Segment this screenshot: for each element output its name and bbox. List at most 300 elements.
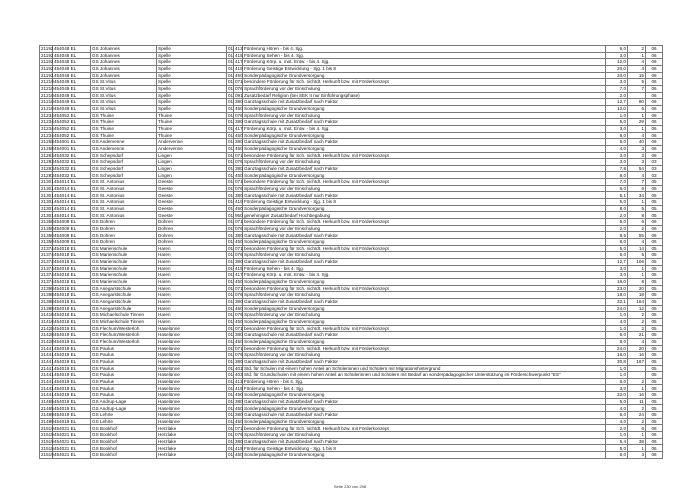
- type-code-cell: 01: [228, 132, 234, 138]
- measure-description-cell: Sprachförderung vor der Einschulung: [243, 159, 606, 166]
- group-cell: 06: [646, 445, 663, 452]
- school-number-cell: 21519: [41, 445, 54, 451]
- table-row: [40, 232, 663, 239]
- hours-cell: 23,0: [606, 285, 628, 292]
- town-cell: Haren: [157, 285, 227, 292]
- school-number-cell: 21441: [41, 392, 54, 398]
- hours-cell: 4,0: [606, 418, 628, 425]
- measure-description-cell: Ganztagsschule mit Zusatzbedarf nach Faktor: [243, 358, 606, 365]
- town-cell: Haselünne: [157, 365, 227, 372]
- district-code-cell: 454019 EL: [53, 378, 91, 385]
- school-number-cell: 21519: [41, 438, 54, 444]
- table-row: [40, 438, 663, 445]
- type-code-cell: 01: [228, 46, 234, 52]
- measure-code-cell: 450: [235, 145, 243, 151]
- type-code-cell: 01: [228, 79, 234, 85]
- school-number-cell: 21350: [41, 232, 54, 238]
- table-row: [40, 185, 663, 192]
- town-cell: Spelle: [157, 52, 227, 59]
- table-row: [40, 219, 663, 226]
- count-cell: 164: [628, 298, 646, 305]
- table-row: [40, 418, 663, 425]
- school-number-cell: 21283: [41, 152, 54, 158]
- table-row: [40, 332, 663, 339]
- school-number-cell: 21234: [41, 132, 54, 138]
- hours-cell: 6,0: [606, 185, 628, 192]
- school-number-cell: 21301: [41, 212, 54, 218]
- type-code-cell: 01: [228, 252, 234, 258]
- measure-code-cell: 076: [235, 112, 243, 118]
- count-cell: 4: [628, 338, 646, 345]
- school-name-cell: GS Marienschule: [91, 265, 157, 272]
- town-cell: Lingen: [157, 165, 227, 172]
- school-name-cell: GS St. Antonius: [91, 212, 157, 219]
- table-row: [40, 365, 663, 372]
- table-row: [40, 212, 663, 219]
- type-code-cell: 01: [228, 319, 234, 325]
- count-cell: 3: [628, 145, 646, 152]
- hours-cell: 12,0: [606, 105, 628, 112]
- table-row: [40, 305, 663, 312]
- town-cell: Geeste: [157, 199, 227, 206]
- measure-code-cell: 415: [235, 385, 243, 391]
- count-cell: 2: [628, 312, 646, 319]
- school-number-cell: 21519: [41, 432, 54, 438]
- measure-code-cell: 380: [235, 412, 243, 418]
- town-cell: Haren: [157, 305, 227, 312]
- hours-cell: 1,0: [606, 312, 628, 319]
- town-cell: Haren: [157, 278, 227, 285]
- measure-description-cell: Ganztagsschule mit Zusatzbedarf nach Faktor: [243, 298, 606, 305]
- group-cell: 05: [646, 372, 663, 379]
- table-row: [40, 245, 663, 252]
- school-number-cell: 21441: [41, 378, 54, 384]
- type-code-cell: 01: [228, 59, 234, 65]
- district-code-cell: 454001 EL: [53, 139, 91, 146]
- school-number-cell: 21398: [41, 299, 54, 305]
- district-code-cell: 454052 EL: [53, 125, 91, 132]
- school-number-cell: 21374: [41, 265, 54, 271]
- town-cell: Andervenne: [157, 145, 227, 152]
- measure-description-cell: Sonderpädagogische Grundversorgung: [243, 132, 606, 139]
- table-row: [40, 239, 663, 246]
- measure-description-cell: besondere Förderung für Sch. nichtdt. Herkunft bzw. mit Förderkonzept: [243, 79, 606, 86]
- measure-description-cell: Std. für Grundschulen mit einem hohen Anteil an Schülerinnen und Schülern mit Bedarf an sonderpädagogischer Unterstützung im Förderschwerpunkt "ES": [243, 372, 606, 379]
- count-cell: 1: [628, 265, 646, 272]
- measure-code-cell: 450: [235, 239, 243, 245]
- district-code-cell: 454018 EL: [53, 312, 91, 319]
- count-cell: 4: [628, 172, 646, 179]
- table-row: [40, 452, 663, 459]
- school-name-cell: GS Thuine: [91, 112, 157, 119]
- town-cell: Geeste: [157, 192, 227, 199]
- count-cell: 7: [628, 85, 646, 92]
- count-cell: 5: [628, 205, 646, 212]
- school-name-cell: GS Dohren: [91, 239, 157, 246]
- school-name-cell: GS Dohren: [91, 219, 157, 226]
- town-cell: Haselünne: [157, 338, 227, 345]
- type-code-cell: 01: [228, 339, 234, 344]
- school-name-cell: GS Lehrte: [91, 412, 157, 419]
- group-cell: 06: [646, 72, 663, 79]
- table-row: [40, 72, 663, 79]
- measure-description-cell: besondere Förderung für Sch. nichtdt. Herkunft bzw. mit Förderkonzept: [243, 285, 606, 292]
- school-name-cell: GS Bookhof: [91, 452, 157, 459]
- hours-cell: 12,7: [606, 259, 628, 266]
- type-code-cell: 01: [228, 225, 234, 231]
- count-cell: 14: [628, 245, 646, 252]
- town-cell: Thuine: [157, 112, 227, 119]
- school-name-cell: GS Bookhof: [91, 445, 157, 452]
- school-number-cell: 21441: [41, 365, 54, 371]
- count-cell: 4: [628, 59, 646, 66]
- table-row: [40, 425, 663, 432]
- school-name-cell: GS St.Vitus: [91, 85, 157, 92]
- measure-description-cell: besondere Förderung für Sch. nichtdt. Herkunft bzw. mit Förderkonzept: [243, 325, 606, 332]
- count-cell: 5: [628, 252, 646, 259]
- group-cell: 05: [646, 392, 663, 399]
- measure-code-cell: 403: [235, 372, 243, 378]
- table-row: [40, 52, 663, 59]
- hours-cell: 4,0: [606, 145, 628, 152]
- town-cell: Haren: [157, 252, 227, 259]
- town-cell: Haren: [157, 318, 227, 325]
- table-row: [40, 165, 663, 172]
- district-code-cell: 454014 EL: [53, 205, 91, 212]
- group-cell: 06: [646, 145, 663, 152]
- district-code-cell: 454009 EL: [53, 219, 91, 226]
- table-row: [40, 99, 663, 106]
- type-code-cell: 01: [228, 199, 234, 205]
- count-cell: 16: [628, 352, 646, 359]
- school-number-cell: 21416: [41, 312, 54, 318]
- hours-cell: 6,0: [606, 46, 628, 53]
- school-number-cell: 21192: [41, 59, 54, 65]
- hours-cell: 5,0: [606, 445, 628, 452]
- group-cell: 06: [646, 59, 663, 66]
- school-name-cell: GS Bookhof: [91, 425, 157, 432]
- school-name-cell: GS Flechum/Westerloh: [91, 332, 157, 339]
- group-cell: 05: [646, 338, 663, 345]
- district-code-cell: 454001 EL: [53, 145, 91, 152]
- table-row: [40, 159, 663, 166]
- measure-description-cell: Förderung Sehen - bis 4. Sjg.: [243, 385, 606, 392]
- measure-description-cell: besondere Förderung für Sch. nichtdt. Herkunft bzw. mit Förderkonzept: [243, 219, 606, 226]
- table-row: [40, 65, 663, 72]
- measure-description-cell: besondere Förderung für Sch. nichtdt. Herkunft bzw. mit Förderkonzept: [243, 179, 606, 186]
- measure-code-cell: 091: [235, 92, 243, 98]
- school-number-cell: 21374: [41, 279, 54, 285]
- measure-description-cell: Ganztagsschule mit Zusatzbedarf nach Faktor: [243, 259, 606, 266]
- town-cell: Haselünne: [157, 418, 227, 425]
- measure-code-cell: 380: [235, 299, 243, 305]
- school-name-cell: GS Paulus: [91, 378, 157, 385]
- school-number-cell: 21441: [41, 352, 54, 358]
- table-row: [40, 132, 663, 139]
- count-cell: [628, 92, 646, 99]
- school-number-cell: 21283: [41, 172, 54, 178]
- school-name-cell: GS Thuine: [91, 119, 157, 126]
- table-row: [40, 312, 663, 319]
- hours-cell: 7,0: [606, 179, 628, 186]
- group-cell: 03: [646, 172, 663, 179]
- district-code-cell: 454014 EL: [53, 212, 91, 219]
- district-code-cell: 454048 EL: [53, 72, 91, 79]
- page-footer: Seite 230 von 298: [333, 484, 367, 489]
- hours-cell: 1,0: [606, 325, 628, 332]
- district-code-cell: 454049 EL: [53, 99, 91, 106]
- school-number-cell: 21301: [41, 185, 54, 191]
- type-code-cell: 01: [228, 352, 234, 358]
- district-code-cell: 454018 EL: [53, 285, 91, 292]
- count-cell: 2: [628, 318, 646, 325]
- hours-cell: 1,0: [606, 365, 628, 372]
- type-code-cell: 01: [228, 205, 234, 211]
- school-name-cell: GS Paulus: [91, 352, 157, 359]
- table-row: [40, 199, 663, 206]
- measure-code-cell: 076: [235, 352, 243, 358]
- group-cell: 05: [646, 199, 663, 206]
- hours-cell: 24,0: [606, 305, 628, 312]
- district-code-cell: 454018 EL: [53, 252, 91, 259]
- town-cell: Haselünne: [157, 398, 227, 405]
- count-cell: 39: [628, 438, 646, 445]
- measure-description-cell: Sonderpädagogische Grundversorgung: [243, 418, 606, 425]
- measure-description-cell: Förderung Sehen - bis 4. Sjg.: [243, 265, 606, 272]
- table-row: [40, 85, 663, 92]
- district-code-cell: 454018 EL: [53, 265, 91, 272]
- school-number-cell: 21192: [41, 66, 54, 72]
- group-cell: 06: [646, 52, 663, 59]
- school-name-cell: GS St. Antonius: [91, 205, 157, 212]
- measure-description-cell: Förderung Hören - bis 4. Sjg.: [243, 378, 606, 385]
- count-cell: [628, 372, 646, 379]
- type-code-cell: 01: [228, 259, 234, 265]
- count-cell: 1: [628, 125, 646, 132]
- table-row: [40, 79, 663, 86]
- school-number-cell: 21350: [41, 225, 54, 231]
- measure-code-cell: 413: [235, 46, 243, 52]
- district-code-cell: 454032 EL: [53, 152, 91, 159]
- table-row: [40, 205, 663, 212]
- measure-description-cell: Ganztagsschule mit Zusatzbedarf nach Faktor: [243, 192, 606, 199]
- group-cell: 05: [646, 325, 663, 332]
- school-number-cell: 21519: [41, 425, 54, 431]
- school-name-cell: GS Johannes: [91, 52, 157, 59]
- type-code-cell: 01: [228, 299, 234, 305]
- group-cell: 05: [646, 332, 663, 339]
- town-cell: Lingen: [157, 152, 227, 159]
- measure-description-cell: besondere Förderung für Sch. nichtdt. Herkunft bzw. mit Förderkonzept: [243, 345, 606, 352]
- school-name-cell: GS Johannes: [91, 65, 157, 72]
- group-cell: 06: [646, 152, 663, 159]
- type-code-cell: 01: [228, 152, 234, 158]
- count-cell: 54: [628, 165, 646, 172]
- measure-code-cell: 450: [235, 452, 243, 458]
- hours-cell: 3,0: [606, 265, 628, 272]
- measure-code-cell: 076: [235, 432, 243, 438]
- measure-code-cell: 071: [235, 325, 243, 331]
- town-cell: Haren: [157, 298, 227, 305]
- district-code-cell: 454018 EL: [53, 272, 91, 279]
- district-code-cell: 454019 EL: [53, 352, 91, 359]
- town-cell: Dohren: [157, 225, 227, 232]
- hours-cell: 4,0: [606, 405, 628, 412]
- group-cell: 03: [646, 159, 663, 166]
- type-code-cell: 01: [228, 312, 234, 318]
- count-cell: 18: [628, 292, 646, 299]
- school-name-cell: GS Michaelschule Tinnen: [91, 312, 157, 319]
- town-cell: Haselünne: [157, 392, 227, 399]
- hours-cell: 5,0: [606, 199, 628, 206]
- group-cell: 06: [646, 425, 663, 432]
- count-cell: 2: [628, 405, 646, 412]
- group-cell: 05: [646, 365, 663, 372]
- school-name-cell: GS St. Antonius: [91, 192, 157, 199]
- district-code-cell: 454021 EL: [53, 425, 91, 432]
- group-cell: 05: [646, 179, 663, 186]
- school-number-cell: 21441: [41, 358, 54, 364]
- school-number-cell: 21192: [41, 72, 54, 78]
- table-row: [40, 252, 663, 259]
- measure-description-cell: Sprachförderung vor der Einschulung: [243, 85, 606, 92]
- table-row: [40, 125, 663, 132]
- table-row: [40, 192, 663, 199]
- hours-cell: 16,0: [606, 352, 628, 359]
- count-cell: 6: [628, 219, 646, 226]
- count-cell: 16: [628, 392, 646, 399]
- measure-code-cell: 380: [235, 139, 243, 145]
- hours-cell: 5,4: [606, 438, 628, 445]
- type-code-cell: 01: [228, 392, 234, 398]
- measure-code-cell: 380: [235, 119, 243, 125]
- measure-description-cell: Sprachförderung vor der Einschulung: [243, 312, 606, 319]
- school-name-cell: GS St.Vitus: [91, 99, 157, 106]
- type-code-cell: 01: [228, 385, 234, 391]
- group-cell: 05: [646, 305, 663, 312]
- town-cell: Haselünne: [157, 385, 227, 392]
- school-name-cell: GS Flechum/Westerloh: [91, 325, 157, 332]
- count-cell: 8: [628, 212, 646, 219]
- measure-code-cell: 071: [235, 345, 243, 351]
- town-cell: Haren: [157, 265, 227, 272]
- town-cell: Lingen: [157, 172, 227, 179]
- count-cell: 80: [628, 99, 646, 106]
- group-cell: 06: [646, 438, 663, 445]
- count-cell: 15: [628, 72, 646, 79]
- district-code-cell: 454019 EL: [53, 392, 91, 399]
- type-code-cell: 01: [228, 52, 234, 58]
- hours-cell: 30,8: [606, 358, 628, 365]
- measure-description-cell: Ganztagsschule mit Zusatzbedarf nach Faktor: [243, 412, 606, 419]
- type-code-cell: 01: [228, 412, 234, 418]
- measure-code-cell: 071: [235, 179, 243, 185]
- district-code-cell: 454021 EL: [53, 452, 91, 459]
- measure-description-cell: Förderung Körp. u. mot. Entw. - bis 4. Sjg.: [243, 125, 606, 132]
- measure-description-cell: Sonderpädagogische Grundversorgung: [243, 452, 606, 459]
- count-cell: 3: [628, 159, 646, 166]
- measure-description-cell: Sonderpädagogische Grundversorgung: [243, 392, 606, 399]
- type-code-cell: 01: [228, 212, 234, 218]
- school-name-cell: GS Andrup-Lage: [91, 398, 157, 405]
- hours-cell: 3,0: [606, 79, 628, 86]
- district-code-cell: 454052 EL: [53, 132, 91, 139]
- hours-cell: 2,0: [606, 92, 628, 99]
- type-code-cell: 01: [228, 66, 234, 72]
- school-name-cell: GS Paulus: [91, 365, 157, 372]
- type-code-cell: 01: [228, 378, 234, 384]
- table-row: [40, 385, 663, 392]
- count-cell: 12: [628, 305, 646, 312]
- type-code-cell: 01: [228, 358, 234, 364]
- measure-code-cell: 380: [235, 192, 243, 198]
- table-row: [40, 432, 663, 439]
- hours-cell: 8,0: [606, 205, 628, 212]
- school-name-cell: GS Paulus: [91, 392, 157, 399]
- measure-description-cell: Ganztagsschule mit Zusatzbedarf nach Faktor: [243, 99, 606, 106]
- district-code-cell: 454018 EL: [53, 292, 91, 299]
- group-cell: 05: [646, 378, 663, 385]
- district-code-cell: 454019 EL: [53, 338, 91, 345]
- measure-description-cell: Sonderpädagogische Grundversorgung: [243, 205, 606, 212]
- district-code-cell: 454049 EL: [53, 92, 91, 99]
- group-cell: 06: [646, 452, 663, 459]
- district-code-cell: 454009 EL: [53, 239, 91, 246]
- hours-cell: 5,0: [606, 398, 628, 405]
- school-number-cell: 21234: [41, 119, 54, 125]
- count-cell: 20: [628, 285, 646, 292]
- count-cell: 29: [628, 119, 646, 126]
- group-cell: 06: [646, 99, 663, 106]
- measure-code-cell: 380: [235, 232, 243, 238]
- type-code-cell: 01: [228, 239, 234, 245]
- school-name-cell: GS Thuine: [91, 125, 157, 132]
- school-name-cell: GS Johannes: [91, 59, 157, 66]
- table-row: [40, 278, 663, 285]
- measure-code-cell: 450: [235, 339, 243, 344]
- school-number-cell: 21301: [41, 205, 54, 211]
- measure-description-cell: Sprachförderung vor der Einschulung: [243, 252, 606, 259]
- town-cell: Haren: [157, 272, 227, 279]
- measure-description-cell: Sonderpädagogische Grundversorgung: [243, 105, 606, 112]
- measure-code-cell: 071: [235, 245, 243, 251]
- town-cell: Haselünne: [157, 352, 227, 359]
- measure-code-cell: 380: [235, 165, 243, 171]
- group-cell: 06: [646, 225, 663, 232]
- measure-description-cell: Ganztagsschule mit Zusatzbedarf nach Faktor: [243, 398, 606, 405]
- table-row: [40, 292, 663, 299]
- school-number-cell: 21283: [41, 159, 54, 165]
- measure-code-cell: 380: [235, 358, 243, 364]
- measure-code-cell: 076: [235, 225, 243, 231]
- school-name-cell: GS Schepsdorf: [91, 159, 157, 166]
- group-cell: 05: [646, 398, 663, 405]
- district-code-cell: 454009 EL: [53, 225, 91, 232]
- measure-description-cell: Std. für Schulen mit einem hohen Anteil an Schülerinnen und Schülern mit Migrationshintergrund: [243, 365, 606, 372]
- district-code-cell: 454019 EL: [53, 398, 91, 405]
- count-cell: 34: [628, 192, 646, 199]
- school-name-cell: GS Schepsdorf: [91, 152, 157, 159]
- town-cell: Herzlake: [157, 432, 227, 439]
- measure-description-cell: Sprachförderung vor der Einschulung: [243, 292, 606, 299]
- type-code-cell: 01: [228, 165, 234, 171]
- group-cell: 05: [646, 265, 663, 272]
- count-cell: 1: [628, 385, 646, 392]
- count-cell: 24: [628, 412, 646, 419]
- group-cell: 05: [646, 252, 663, 259]
- measure-description-cell: Sonderpädagogische Grundversorgung: [243, 278, 606, 285]
- hours-cell: 32,1: [606, 298, 628, 305]
